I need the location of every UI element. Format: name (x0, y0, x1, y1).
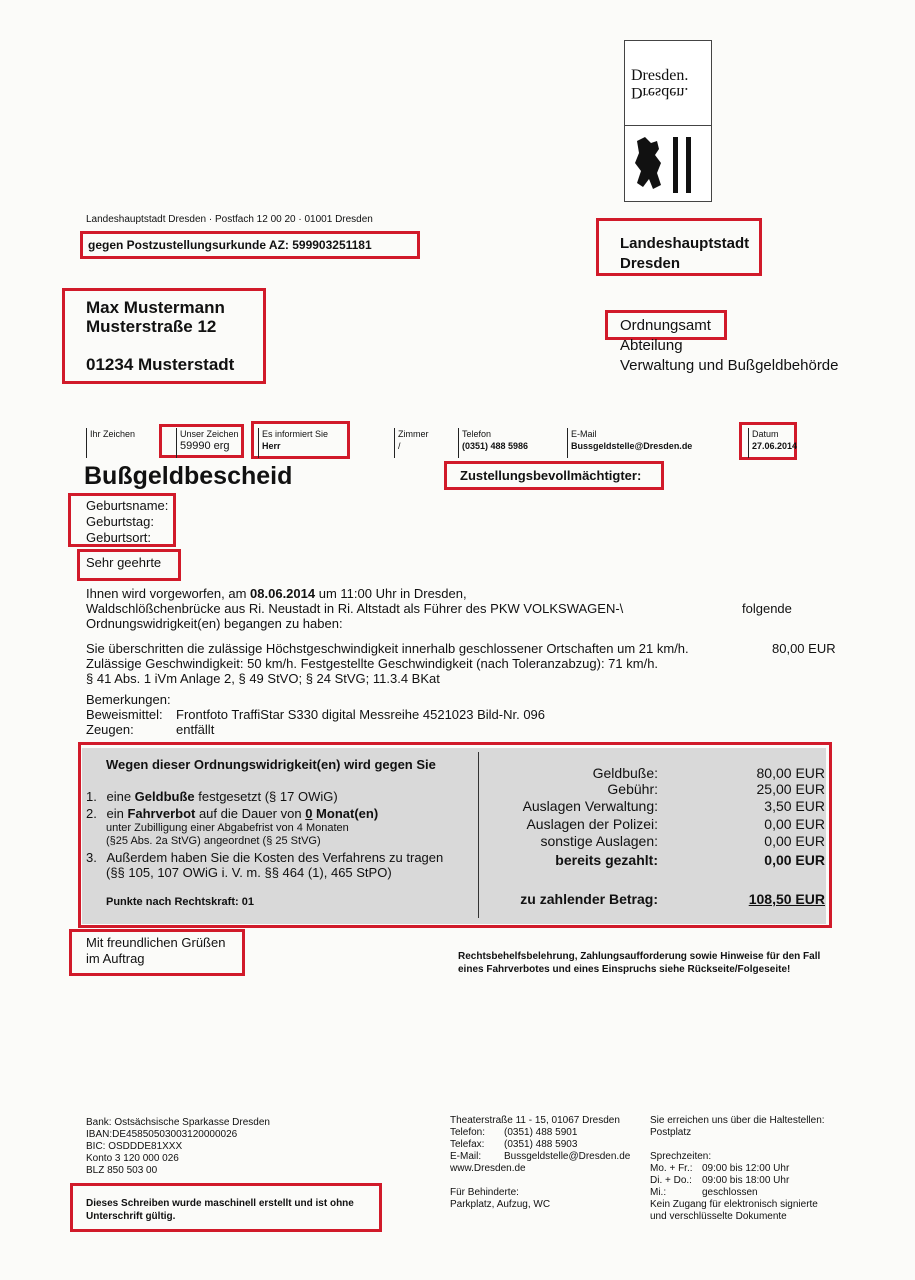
authority-dept (620, 316, 839, 376)
email-label: E-Mail (571, 429, 597, 439)
bank-name: Bank: Ostsächsische Sparkasse Dresden (86, 1117, 270, 1128)
info-zimmer (394, 428, 429, 458)
bank-bic: BIC: OSDDDE81XXX (86, 1141, 183, 1152)
machine-note: Dieses Schreiben wurde maschinell erstellt und ist ohne Unterschrift gültig. (86, 1198, 354, 1222)
closing-greeting: Mit freundlichen Grüßen (86, 935, 226, 950)
informiert-value: Herr (262, 441, 281, 451)
zimmer-label: Zimmer (398, 429, 429, 439)
info-unser-zeichen (176, 428, 239, 458)
logo-text: Dresden. (631, 67, 689, 84)
zimmer-value: / (398, 441, 401, 451)
closing-auftrag: im Auftrag (86, 951, 145, 966)
web-link[interactable]: www.Dresden.de (450, 1163, 526, 1174)
item1-geldbusse: Geldbuße (134, 789, 195, 804)
cost-value-gezahlt: 0,00 EUR (764, 852, 825, 868)
geburtsname-label: Geburtsname: (86, 498, 169, 513)
info-informiert (258, 428, 328, 458)
document-title: Bußgeldbescheid (84, 462, 293, 490)
rechtsbehelf-line2: eines Fahrverbotes und eines Einspruchs siehe Rückseite/Folgeseite! (458, 964, 791, 975)
recipient-street: Musterstraße 12 (86, 317, 217, 336)
cost-value-auslagen-polizei: 0,00 EUR (764, 816, 825, 832)
cost-value-geldbusse: 80,00 EUR (756, 765, 825, 781)
info-telefon (458, 428, 528, 458)
sender-line: Landeshauptstadt Dresden · Postfach 12 00 20 · 01001 Dresden (86, 214, 373, 225)
cost-label-auslagen-polizei: Auslagen der Polizei: (526, 816, 658, 832)
ihr-zeichen-label: Ihr Zeichen (90, 429, 136, 439)
email-value: Bussgeldstelle@Dresden.de (571, 441, 693, 451)
tel-label: Telefon: (450, 1127, 486, 1138)
offense-line1 (86, 586, 467, 602)
hours-time-2: 09:00 bis 18:00 Uhr (702, 1175, 790, 1186)
fine-item1 (86, 789, 338, 805)
birth-data (86, 498, 168, 546)
item3-number: 3. (86, 850, 97, 865)
dept-name: Ordnungsamt (620, 317, 711, 334)
total-value: 108,50 EUR (748, 891, 825, 907)
item1-number: 1. (86, 789, 97, 804)
offense-line2: Waldschlößchenbrücke aus Ri. Neustadt in Ri. Altstadt als Führer des PKW VOLKSWAGEN-\ (86, 601, 624, 616)
recipient-address (86, 298, 234, 374)
item2-pre: ein (106, 806, 128, 821)
informiert-label: Es informiert Sie (262, 429, 329, 439)
geburtstag-label: Geburtstag: (86, 514, 154, 529)
item2-sub1: unter Zubilligung einer Abgabefrist von 4 Monaten (106, 822, 349, 834)
offense-detail2: Zulässige Geschwindigkeit: 50 km/h. Festgestellte Geschwindigkeit (nach Toleranzabzug): 71 km/h. (86, 656, 659, 671)
bemerkungen-label: Bemerkungen: (86, 692, 171, 707)
mail-label: E-Mail: (450, 1151, 482, 1162)
offense-detail1-amount: 80,00 EUR (772, 641, 836, 656)
kein-zugang-1: Kein Zugang für elektronisch signierte (650, 1199, 818, 1210)
telefon-label: Telefon (462, 429, 492, 439)
total-label: zu zahlender Betrag: (520, 891, 658, 907)
item1-pre: eine (106, 789, 135, 804)
postal-reference: gegen Postzustellungsurkunde AZ: 599903251181 (88, 238, 372, 252)
fine-heading: Wegen dieser Ordnungswidrigkeit(en) wird gegen Sie (106, 757, 436, 772)
dept-section: Abteilung (620, 337, 683, 354)
beweismittel-label: Beweismittel: (86, 707, 163, 722)
item2-number: 2. (86, 806, 97, 821)
unser-zeichen-label: Unser Zeichen (180, 429, 239, 439)
rechtsbehelf-note (458, 950, 820, 976)
cost-label-gebuehr: Gebühr: (607, 781, 658, 797)
offense-detail1: Sie überschritten die zulässige Höchstgeschwindigkeit innerhalb geschlossener Ortschaften um 21 km/h. (86, 641, 689, 656)
closing (86, 935, 225, 967)
hours-time-1: 09:00 bis 12:00 Uhr (702, 1163, 790, 1174)
geburtsort-label: Geburtsort: (86, 530, 152, 545)
cost-label-gezahlt: bereits gezahlt: (555, 852, 658, 868)
item1-post: festgesetzt (§ 17 OWiG) (194, 789, 338, 804)
offense-line3: Ordnungswidrigkeit(en) begangen zu haben: (86, 616, 343, 631)
fax-label: Telefax: (450, 1139, 485, 1150)
footer-bank (86, 1117, 270, 1177)
item2-months-value: 0 (305, 806, 313, 821)
offense-date: 08.06.2014 (250, 586, 316, 601)
item2-fahrverbot: Fahrverbot (127, 806, 196, 821)
salutation: Sehr geehrte (86, 555, 162, 570)
unser-zeichen-value: 59990 erg (180, 440, 230, 452)
cost-label-sonstige: sonstige Auslagen: (540, 833, 658, 849)
hours-title: Sprechzeiten: (650, 1151, 712, 1162)
cost-label-geldbusse: Geldbuße: (592, 765, 658, 781)
footer-hours (650, 1115, 825, 1223)
hours-time-3: geschlossen (702, 1187, 758, 1198)
item2-months-unit: Monat(en) (312, 806, 379, 821)
info-datum (748, 428, 797, 458)
lion-crest-icon (631, 133, 707, 197)
datum-label: Datum (752, 429, 779, 439)
beweismittel-value: Frontfoto TraffiStar S330 digital Messreihe 4521023 Bild-Nr. 096 (176, 707, 546, 722)
rechtsbehelf-line1: Rechtsbehelfsbelehrung, Zahlungsaufforderung sowie Hinweise für den Fall (458, 951, 821, 962)
recipient-name: Max Mustermann (86, 298, 225, 317)
stops-line1: Sie erreichen uns über die Haltestellen: (650, 1115, 825, 1126)
footer-address (450, 1115, 630, 1211)
cost-value-auslagen-verwaltung: 3,50 EUR (764, 798, 825, 814)
item2-mid: auf die Dauer von (195, 806, 306, 821)
hours-day-1: Mo. + Fr.: (650, 1163, 693, 1174)
info-email (567, 428, 692, 458)
offense-line2-right: folgende (742, 601, 792, 616)
fax-value: (0351) 488 5903 (504, 1139, 578, 1150)
item3-line1: Außerdem haben Sie die Kosten des Verfahrens zu tragen (106, 850, 444, 865)
bank-iban: IBAN:DE45850503003120000026 (86, 1129, 238, 1140)
dresden-logo (624, 40, 712, 202)
zeugen-value: entfällt (176, 722, 215, 737)
punkte: Punkte nach Rechtskraft: 01 (106, 896, 254, 908)
cost-value-sonstige: 0,00 EUR (764, 833, 825, 849)
authority-line1: Landeshauptstadt (620, 235, 750, 252)
info-ihr-zeichen (86, 428, 135, 458)
behinderte-value: Parkplatz, Aufzug, WC (450, 1199, 551, 1210)
zustellungsbevollmaechtigter: Zustellungsbevollmächtigter: (460, 468, 642, 483)
authority-line2: Dresden (620, 255, 681, 272)
fine-divider (478, 752, 479, 918)
dept-section2: Verwaltung und Bußgeldbehörde (620, 357, 839, 374)
authority-name (620, 234, 749, 274)
mail-value: Bussgeldstelle@Dresden.de (504, 1151, 631, 1162)
cost-label-auslagen-verwaltung: Auslagen Verwaltung: (522, 798, 658, 814)
fine-item3-line2: (§§ 105, 107 OWiG i. V. m. §§ 464 (1), 465 StPO) (106, 865, 392, 880)
kein-zugang-2: und verschlüsselte Dokumente (650, 1211, 787, 1222)
stops-line2: Postplatz (650, 1127, 692, 1138)
bank-konto: Konto 3 120 000 026 (86, 1153, 179, 1164)
fine-item2 (86, 806, 378, 822)
datum-value: 27.06.2014 (752, 441, 798, 451)
fine-item2-sub (106, 822, 349, 848)
logo-divider (625, 125, 711, 126)
logo-mirror-text: Dresden. (631, 84, 689, 101)
recipient-city: 01234 Musterstadt (86, 355, 235, 374)
telefon-value: (0351) 488 5986 (462, 441, 529, 451)
fine-item3 (86, 850, 443, 866)
cost-value-gebuehr: 25,00 EUR (756, 781, 825, 797)
bank-blz: BLZ 850 503 00 (86, 1165, 158, 1176)
item2-sub2: (§25 Abs. 2a StVG) angeordnet (§ 25 StVG) (106, 835, 321, 847)
hours-day-3: Mi.: (650, 1187, 667, 1198)
address-line: Theaterstraße 11 - 15, 01067 Dresden (450, 1115, 620, 1126)
zeugen-label: Zeugen: (86, 722, 134, 737)
behinderte-label: Für Behinderte: (450, 1187, 519, 1198)
tel-value: (0351) 488 5901 (504, 1127, 578, 1138)
offense-time-place: um 11:00 Uhr in Dresden, (315, 586, 467, 601)
offense-intro: Ihnen wird vorgeworfen, am (86, 586, 251, 601)
offense-detail3: § 41 Abs. 1 iVm Anlage 2, § 49 StVO; § 24 StVG; 11.3.4 BKat (86, 671, 440, 686)
hours-day-2: Di. + Do.: (650, 1175, 692, 1186)
